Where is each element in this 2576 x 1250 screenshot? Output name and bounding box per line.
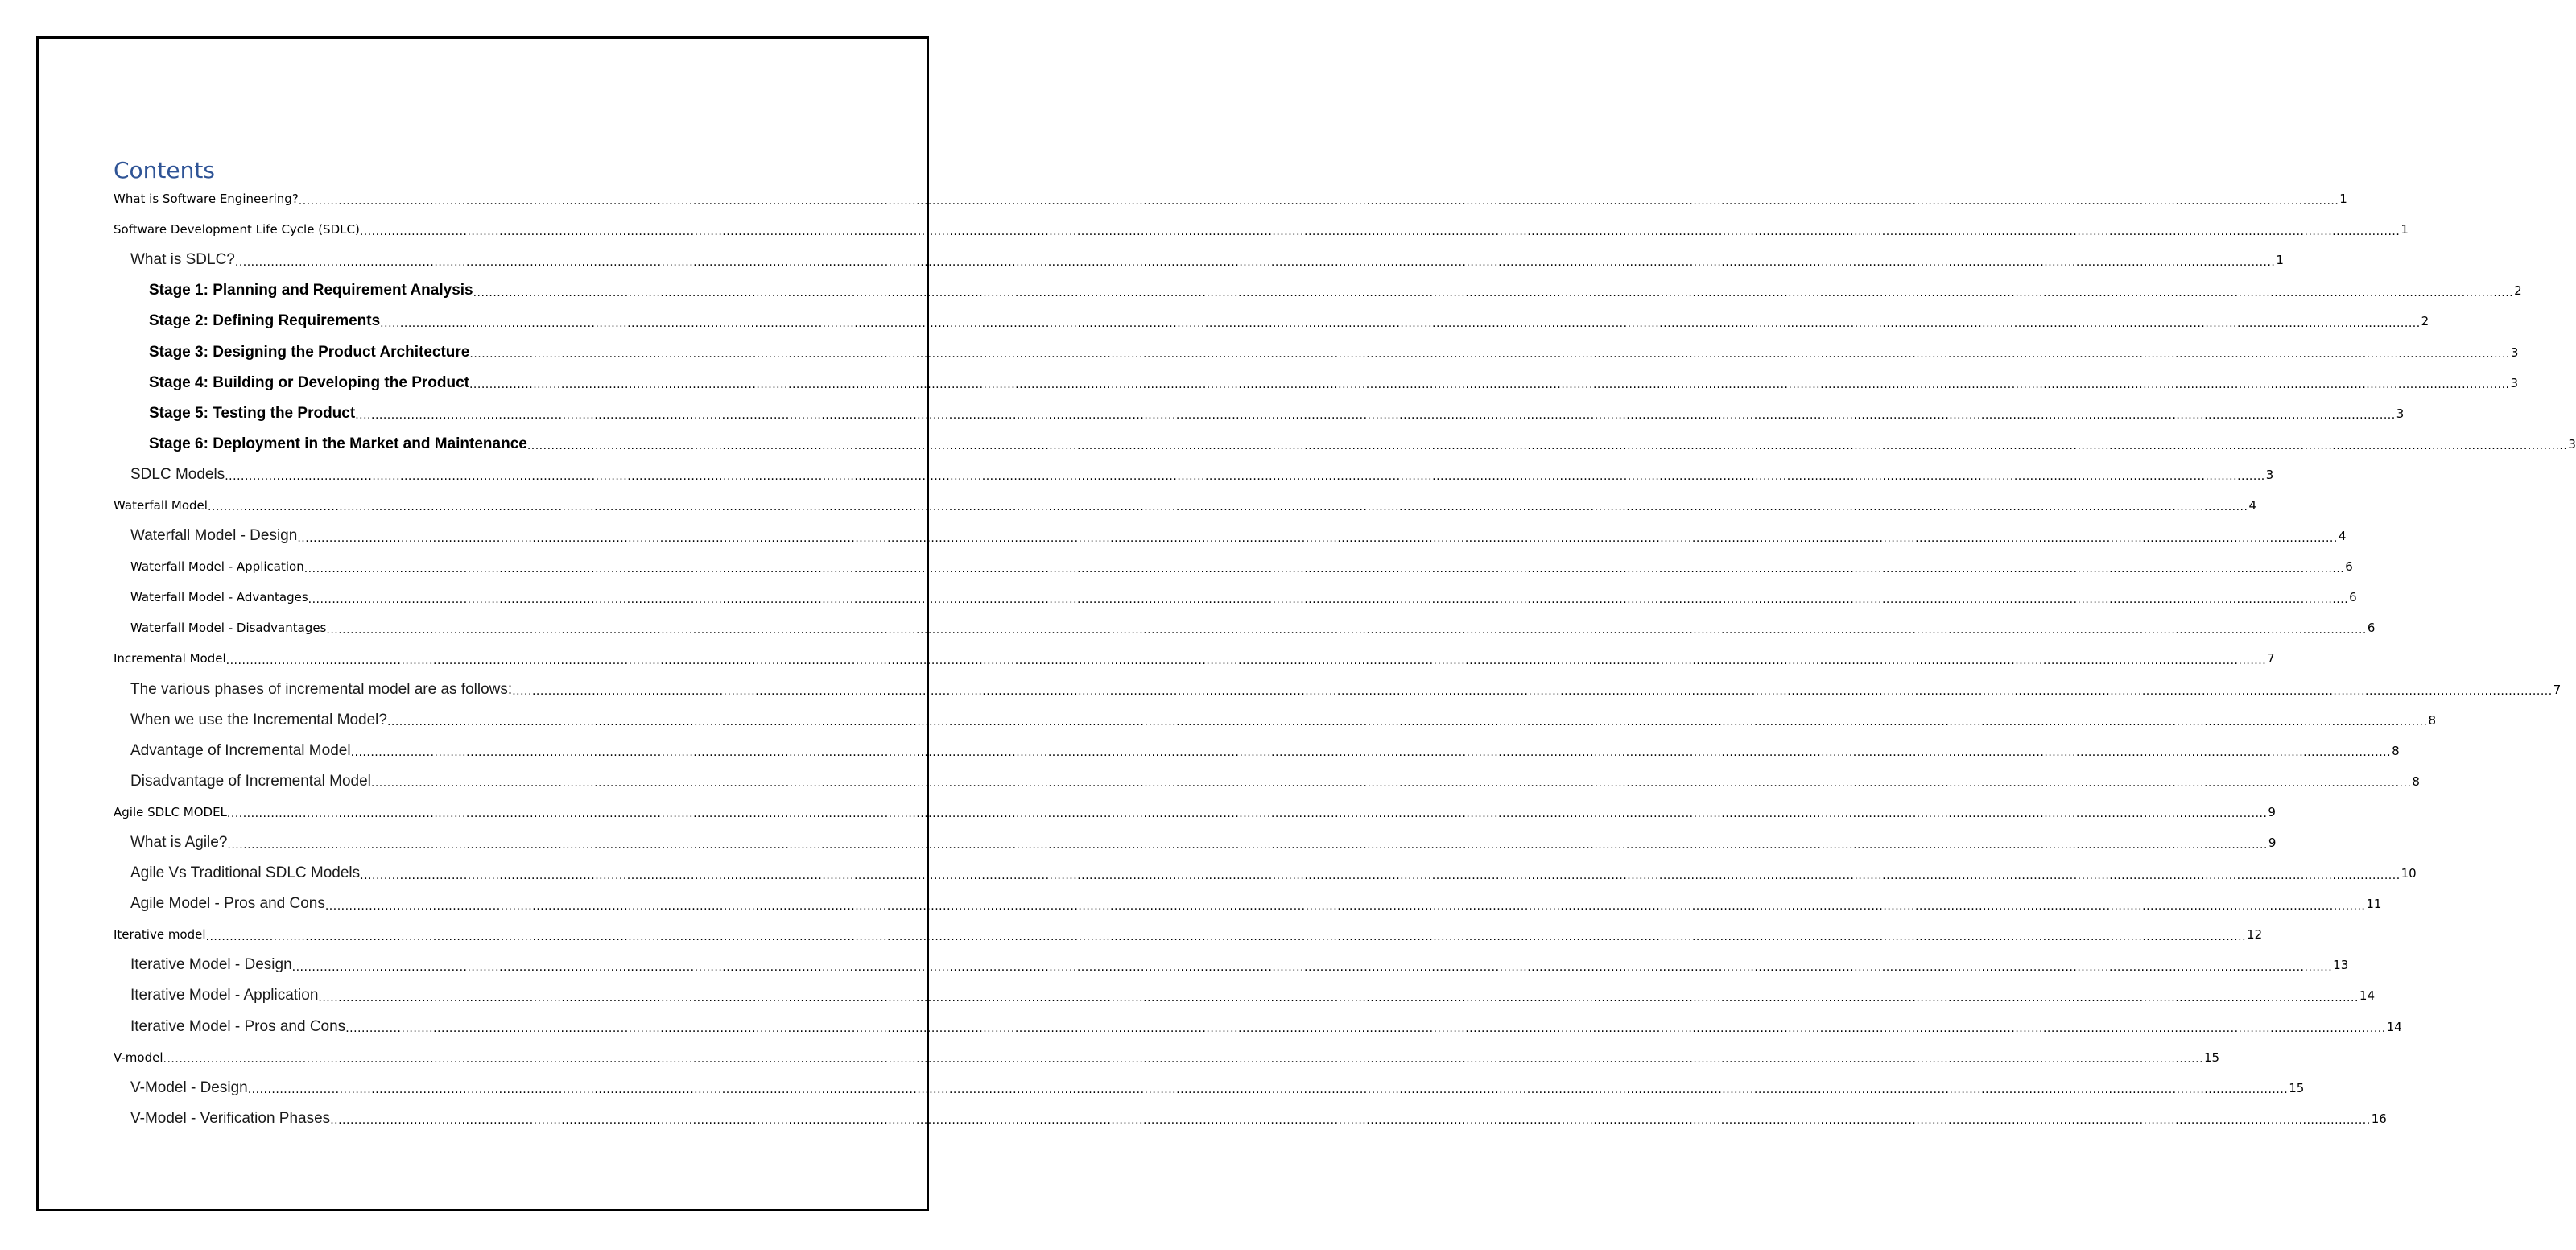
toc-page-number[interactable]: 7	[2267, 651, 2275, 666]
toc-dot-leader: ................................................................................................................................................................................................................................................................................................................................................................................................................................................................................................................................	[297, 531, 2338, 545]
toc-entry[interactable]	[114, 1073, 2305, 1104]
toc-entry-title[interactable]: What is Agile?	[130, 834, 228, 852]
toc-entry-title[interactable]: The various phases of incremental model are as follows:	[130, 680, 513, 698]
toc-entry-title[interactable]: Iterative Model - Pros and Cons	[130, 1017, 346, 1035]
toc-entry-title[interactable]: Stage 3: Designing the Product Architecture	[149, 343, 470, 361]
toc-dot-leader: ................................................................................................................................................................................................................................................................................................................................................................................................................................................................................................................................	[298, 194, 2339, 208]
toc-entry[interactable]	[114, 1012, 2402, 1042]
toc-page-number[interactable]: 15	[2289, 1080, 2305, 1095]
toc-dot-leader: ................................................................................................................................................................................................................................................................................................................................................................................................................................................................................................................................	[163, 1053, 2204, 1066]
toc-page-number[interactable]: 6	[2349, 590, 2357, 605]
toc-entry[interactable]	[114, 675, 2562, 705]
toc-entry[interactable]	[114, 980, 2375, 1011]
toc-entry[interactable]	[114, 705, 2436, 736]
toc-entry-title[interactable]: V-Model - Verification Phases	[130, 1109, 331, 1127]
toc-page-number[interactable]: 8	[2428, 712, 2436, 728]
toc-entry-title[interactable]: Waterfall Model - Design	[130, 527, 298, 545]
toc-page-number[interactable]: 1	[2276, 253, 2284, 268]
toc-entry[interactable]	[114, 306, 2429, 336]
toc-dot-leader: ................................................................................................................................................................................................................................................................................................................................................................................................................................................................................................................................	[380, 316, 2421, 330]
toc-dot-leader: ................................................................................................................................................................................................................................................................................................................................................................................................................................................................................................................................	[225, 654, 2267, 667]
toc-dot-leader: ................................................................................................................................................................................................................................................................................................................................................................................................................................................................................................................................	[345, 1022, 2386, 1036]
toc-entry-title[interactable]: Stage 6: Deployment in the Market and Maintenance	[149, 435, 527, 452]
toc-dot-leader: ................................................................................................................................................................................................................................................................................................................................................................................................................................................................................................................................	[330, 1114, 2371, 1128]
toc-entry[interactable]	[114, 1104, 2387, 1134]
toc-entry-title[interactable]: What is Software Engineering?	[114, 192, 299, 207]
toc-entry[interactable]	[114, 490, 2256, 521]
toc-entry[interactable]	[114, 336, 2519, 367]
toc-dot-leader: ................................................................................................................................................................................................................................................................................................................................................................................................................................................................................................................................	[234, 255, 2276, 269]
toc-dot-leader: ................................................................................................................................................................................................................................................................................................................................................................................................................................................................................................................................	[226, 807, 2268, 821]
toc-entry-title[interactable]: Iterative Model - Design	[130, 956, 292, 974]
toc-page-number[interactable]: 3	[2568, 436, 2576, 452]
toc-entry-title[interactable]: Stage 5: Testing the Product	[149, 404, 356, 422]
toc-page-number[interactable]: 14	[2386, 1019, 2402, 1034]
toc-entry-title[interactable]: Stage 4: Building or Developing the Product	[149, 373, 469, 391]
toc-page-number[interactable]: 14	[2359, 988, 2375, 1004]
toc-entry-title[interactable]: Agile Model - Pros and Cons	[130, 895, 325, 913]
toc-entry[interactable]	[114, 797, 2276, 827]
toc-entry[interactable]	[114, 275, 2522, 306]
toc-entry-title[interactable]: Stage 2: Defining Requirements	[149, 312, 381, 330]
toc-entry[interactable]	[114, 429, 2576, 460]
toc-page-number[interactable]: 3	[2396, 406, 2405, 421]
toc-dot-leader: ................................................................................................................................................................................................................................................................................................................................................................................................................................................................................................................................	[303, 562, 2345, 575]
toc-page-number[interactable]: 10	[2401, 866, 2417, 881]
toc-page-number[interactable]: 13	[2333, 958, 2349, 973]
toc-entry[interactable]	[114, 398, 2405, 429]
toc-entry-title[interactable]: V-Model - Design	[130, 1079, 248, 1096]
toc-entry[interactable]	[114, 521, 2347, 551]
toc-entry-title[interactable]: V-model	[114, 1050, 163, 1065]
toc-dot-leader: ................................................................................................................................................................................................................................................................................................................................................................................................................................................................................................................................	[370, 777, 2412, 790]
toc-entry-title[interactable]: Incremental Model	[114, 651, 226, 666]
toc-entry-title[interactable]: Waterfall Model - Disadvantages	[130, 621, 327, 636]
toc-page-number[interactable]: 7	[2553, 682, 2562, 697]
toc-entry[interactable]	[114, 1042, 2220, 1073]
toc-entry-title[interactable]: What is SDLC?	[130, 251, 235, 269]
toc-entry[interactable]	[114, 858, 2417, 889]
toc-entry-title[interactable]: Iterative model	[114, 927, 206, 943]
toc-page-number[interactable]: 9	[2268, 804, 2276, 819]
toc-page-number[interactable]: 3	[2265, 467, 2274, 482]
toc-dot-leader: ................................................................................................................................................................................................................................................................................................................................................................................................................................................................................................................................	[308, 592, 2349, 606]
toc-page-number[interactable]: 2	[2514, 283, 2522, 299]
toc-entry[interactable]	[114, 736, 2400, 766]
toc-dot-leader: ................................................................................................................................................................................................................................................................................................................................................................................................................................................................................................................................	[326, 623, 2367, 637]
toc-entry[interactable]	[114, 184, 2347, 214]
toc-entry-title[interactable]: Advantage of Incremental Model	[130, 741, 351, 759]
toc-dot-leader: ................................................................................................................................................................................................................................................................................................................................................................................................................................................................................................................................	[318, 991, 2359, 1005]
toc-dot-leader: ................................................................................................................................................................................................................................................................................................................................................................................................................................................................................................................................	[324, 899, 2366, 913]
toc-dot-leader: ................................................................................................................................................................................................................................................................................................................................................................................................................................................................................................................................	[355, 409, 2396, 423]
toc-page-number[interactable]: 3	[2510, 375, 2519, 390]
toc-dot-leader: ................................................................................................................................................................................................................................................................................................................................................................................................................................................................................................................................	[473, 286, 2514, 299]
toc-entry[interactable]	[114, 582, 2357, 613]
toc-heading: Contents	[114, 157, 215, 184]
toc-dot-leader: ................................................................................................................................................................................................................................................................................................................................................................................................................................................................................................................................	[291, 960, 2333, 974]
toc-entry[interactable]	[114, 460, 2274, 490]
toc-entry[interactable]	[114, 766, 2420, 797]
toc-entry[interactable]	[114, 950, 2349, 980]
toc-page-number[interactable]: 4	[2338, 529, 2347, 544]
toc-entry[interactable]	[114, 827, 2277, 858]
toc-entry-title[interactable]: Waterfall Model - Advantages	[130, 590, 308, 605]
toc-page-number[interactable]: 6	[2345, 559, 2353, 575]
toc-entry[interactable]	[114, 613, 2376, 643]
toc-dot-leader: ................................................................................................................................................................................................................................................................................................................................................................................................................................................................................................................................	[207, 501, 2248, 514]
toc-entry-title[interactable]: Waterfall Model	[114, 497, 208, 513]
toc-dot-leader: ................................................................................................................................................................................................................................................................................................................................................................................................................................................................................................................................	[360, 868, 2401, 882]
toc-dot-leader: ................................................................................................................................................................................................................................................................................................................................................................................................................................................................................................................................	[359, 225, 2401, 238]
toc-page-number[interactable]: 12	[2247, 927, 2263, 943]
toc-entry[interactable]	[114, 551, 2353, 582]
table-of-contents	[114, 184, 2576, 1134]
toc-entry-title[interactable]: Agile Vs Traditional SDLC Models	[130, 864, 361, 882]
toc-dot-leader: ................................................................................................................................................................................................................................................................................................................................................................................................................................................................................................................................	[469, 348, 2510, 361]
toc-dot-leader: ................................................................................................................................................................................................................................................................................................................................................................................................................................................................................................................................	[386, 716, 2428, 729]
toc-entry-title[interactable]: Disadvantage of Incremental Model	[130, 772, 371, 790]
toc-dot-leader: ................................................................................................................................................................................................................................................................................................................................................................................................................................................................................................................................	[225, 470, 2265, 484]
toc-entry-title[interactable]: Waterfall Model - Application	[130, 559, 304, 575]
toc-page-number[interactable]: 6	[2367, 621, 2376, 636]
toc-page-number[interactable]: 15	[2204, 1050, 2220, 1065]
toc-page-number[interactable]: 9	[2268, 835, 2277, 851]
toc-entry[interactable]	[114, 368, 2519, 398]
toc-entry[interactable]	[114, 889, 2382, 919]
toc-page-number[interactable]: 1	[2401, 222, 2409, 237]
toc-dot-leader: ................................................................................................................................................................................................................................................................................................................................................................................................................................................................................................................................	[205, 930, 2247, 943]
toc-page-number[interactable]: 8	[2392, 743, 2400, 758]
toc-dot-leader: ................................................................................................................................................................................................................................................................................................................................................................................................................................................................................................................................	[526, 439, 2568, 453]
toc-entry-title[interactable]: Iterative Model - Application	[130, 987, 319, 1005]
toc-entry-title[interactable]: Stage 1: Planning and Requirement Analysis	[149, 282, 473, 299]
toc-entry-title[interactable]: When we use the Incremental Model?	[130, 711, 387, 728]
toc-dot-leader: ................................................................................................................................................................................................................................................................................................................................................................................................................................................................................................................................	[512, 685, 2553, 699]
toc-entry[interactable]	[114, 214, 2409, 245]
toc-page-number[interactable]: 4	[2248, 497, 2256, 513]
toc-page-number[interactable]: 3	[2510, 344, 2519, 360]
toc-dot-leader: ................................................................................................................................................................................................................................................................................................................................................................................................................................................................................................................................	[247, 1083, 2289, 1097]
toc-page-number[interactable]: 8	[2412, 774, 2420, 789]
toc-entry[interactable]	[114, 643, 2275, 674]
toc-page-number[interactable]: 2	[2421, 314, 2429, 329]
toc-dot-leader: ................................................................................................................................................................................................................................................................................................................................................................................................................................................................................................................................	[469, 378, 2510, 392]
toc-entry-title[interactable]: Software Development Life Cycle (SDLC)	[114, 222, 360, 237]
toc-entry[interactable]	[114, 245, 2284, 275]
toc-page-number[interactable]: 1	[2339, 192, 2347, 207]
toc-dot-leader: ................................................................................................................................................................................................................................................................................................................................................................................................................................................................................................................................	[227, 838, 2268, 852]
toc-entry[interactable]	[114, 919, 2263, 950]
toc-dot-leader: ................................................................................................................................................................................................................................................................................................................................................................................................................................................................................................................................	[350, 746, 2392, 760]
toc-entry-title[interactable]: Agile SDLC MODEL	[114, 804, 227, 819]
toc-page-number[interactable]: 11	[2366, 897, 2382, 912]
toc-page-number[interactable]: 16	[2371, 1111, 2387, 1126]
toc-entry-title[interactable]: SDLC Models	[130, 465, 225, 483]
